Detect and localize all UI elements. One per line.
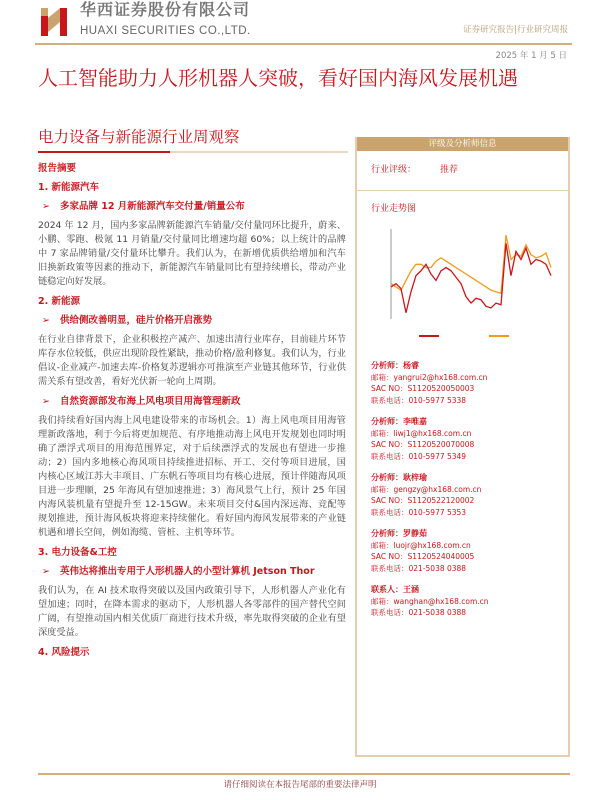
series-line-industry [391, 243, 551, 312]
arrow-bullet-icon: ➢ [42, 396, 50, 407]
report-date: 2025 年 1 月 5 日 [495, 51, 567, 61]
bullet-heading [38, 395, 346, 408]
section-heading: 2. 新能源 [38, 296, 81, 307]
rating-analyst-panel [355, 137, 570, 757]
analyst-card [371, 584, 554, 619]
analyst-email[interactable]: 邮箱：wanghan@hx168.com.cn [371, 596, 489, 606]
legal-notice: 请仔细阅读在本报告尾部的重要法律声明 [223, 780, 377, 790]
paragraph: 我们认为，在 AI 技术取得突破以及国内政策引导下，人形机器人产业化有望加速；同时，在降本需求的驱动下，人形机器人各零部件的国产替代空间广阔，有望推动国内相关优质厂商进行技术升级，率先取得突破的企业有望深度受益。 [38, 585, 346, 638]
analyst-card [371, 472, 554, 518]
panel-header: 评级及分析师信息 [357, 137, 568, 151]
summary-heading: 报告摘要 [38, 163, 77, 174]
analyst-list [357, 344, 568, 625]
report-summary [38, 158, 346, 766]
analyst-sac: SAC NO：S1120520070008 [371, 440, 475, 449]
bullet-heading [38, 565, 346, 578]
report-type: 证券研究报告|行业研究周报 [463, 25, 568, 35]
company-name-cn: 华西证券股份有限公司 [80, 0, 251, 19]
report-title: 人工智能助力人形机器人突破，看好国内海风发展机遇 [38, 66, 518, 90]
analyst-name: 耿梓瑜 [403, 473, 427, 482]
paragraph: 2024 年 12 月，国内多家品牌新能源汽车销量/交付量同环比提升，蔚来、小鹏、零跑、极氪 11 月销量/交付量同比增速均超 60%；以上统计的品牌中 7 家品牌销量/交付量环比攀升。我们认为，在新增优质供给增加和汽车旧换新政策等因素的推动下，新能源汽车销量同比有望持续增长，带动产业链稳定向好发展。 [38, 220, 346, 287]
analyst-card [371, 360, 554, 406]
analyst-sac: SAC NO：S1120524040005 [371, 552, 475, 561]
analyst-email[interactable]: 邮箱：luojr@hx168.com.cn [371, 540, 471, 550]
analyst-name: 王涵 [403, 585, 419, 594]
analyst-phone: 联系电话：021-5038 0388 [371, 563, 467, 573]
section-heading: 4. 风险提示 [38, 647, 90, 658]
bullet-text: 供给侧改善明显，硅片价格开启涨势 [59, 315, 212, 326]
analyst-role: 联系人： [371, 585, 403, 594]
bullet-heading [38, 314, 346, 327]
section-heading: 3. 电力设备&工控 [38, 547, 117, 558]
paragraph: 在行业自律背景下，企业积极控产减产、加速出清行业库存，目前硅片环节库存水位较低，供应出现阶段性紧缺，推动价格/盈利修复。我们认为，行业倡议-企业减产-加速去库-价格复苏逻辑亦可推演至产业链其他环节，行业供需关系有望改善，看好光伏新一轮向上周期。 [38, 334, 346, 387]
analyst-role: 分析师： [371, 473, 403, 482]
analyst-role: 分析师： [371, 361, 403, 370]
analyst-phone: 联系电话：010-5977 5338 [371, 395, 467, 405]
industry-rating [357, 151, 568, 191]
analyst-name: 罗静茹 [403, 529, 427, 538]
analyst-sac: SAC NO：S1120520050003 [371, 384, 475, 393]
industry-trend-chart [361, 224, 566, 344]
analyst-phone: 联系电话：010-5977 5349 [371, 451, 467, 461]
footer-divider [38, 773, 570, 775]
paragraph: 我们持续看好国内海上风电建设带来的市场机会。1）海上风电项目用海管理新政落地，利于今后将更加规范、有序地推动海上风电开发规划也同时明确了漂浮式项目的用海范围界定，对于后续漂浮式的发展也有望进一步推动；2）国内多地核心海风项目持续推进招标、开工、交付等项目进展，国内核心区域江苏大丰项目、广东帆石等项目均有核心进展，预计伴随海风项目进一步理顺，25 年海风有望加速推进；3）海风景气上行，预计 25 年国内海风装机量有望提升至 12-15GW。未来项目交付&国内深远海、竞配等规划推进，预计海风板块将迎来持续催化。看好国内海风发展带来的产业链机遇和增长空间，例如海缆、管桩、主机等环节。 [38, 415, 346, 538]
bullet-heading [38, 200, 346, 213]
header-divider [35, 43, 572, 45]
analyst-phone: 联系电话：010-5977 5353 [371, 507, 467, 517]
bullet-text: 多家品牌 12 月新能源汽车交付量/销量公布 [59, 201, 245, 212]
analyst-email[interactable]: 邮箱：yangrui2@hx168.com.cn [371, 372, 488, 382]
series-line-benchmark [391, 235, 551, 293]
analyst-name: 杨睿 [403, 361, 419, 370]
analyst-phone: 联系电话：021-5038 0388 [371, 608, 467, 617]
bullet-text: 自然资源部发布海上风电项目用海管理新政 [59, 396, 241, 407]
analyst-card [371, 528, 554, 574]
company-name-en: HUAXI SECURITIES CO.,LTD. [80, 25, 251, 37]
arrow-bullet-icon: ➢ [42, 201, 50, 212]
analyst-card [371, 416, 554, 462]
huaxi-logo [38, 4, 70, 36]
rating-label: 行业评级： [371, 165, 417, 175]
rating-value: 推荐 [440, 165, 459, 175]
arrow-bullet-icon: ➢ [42, 315, 50, 326]
bullet-text: 英伟达将推出专用于人形机器人的小型计算机 Jetson Thor [59, 566, 315, 577]
arrow-bullet-icon: ➢ [42, 566, 50, 577]
analyst-role: 分析师： [371, 417, 403, 426]
analyst-sac: SAC NO：S1120522120002 [371, 496, 475, 505]
analyst-name: 李唯嘉 [403, 417, 427, 426]
analyst-email[interactable]: 邮箱：liwj1@hx168.com.cn [371, 428, 472, 438]
analyst-role: 分析师： [371, 529, 403, 538]
section-heading: 1. 新能源汽车 [38, 182, 100, 193]
report-subtitle: 电力设备与新能源行业周观察 [38, 128, 240, 146]
analyst-email[interactable]: 邮箱：gengzy@hx168.com.cn [371, 484, 482, 494]
subtitle-underline [38, 151, 348, 153]
trend-label: 行业走势图 [371, 204, 417, 214]
